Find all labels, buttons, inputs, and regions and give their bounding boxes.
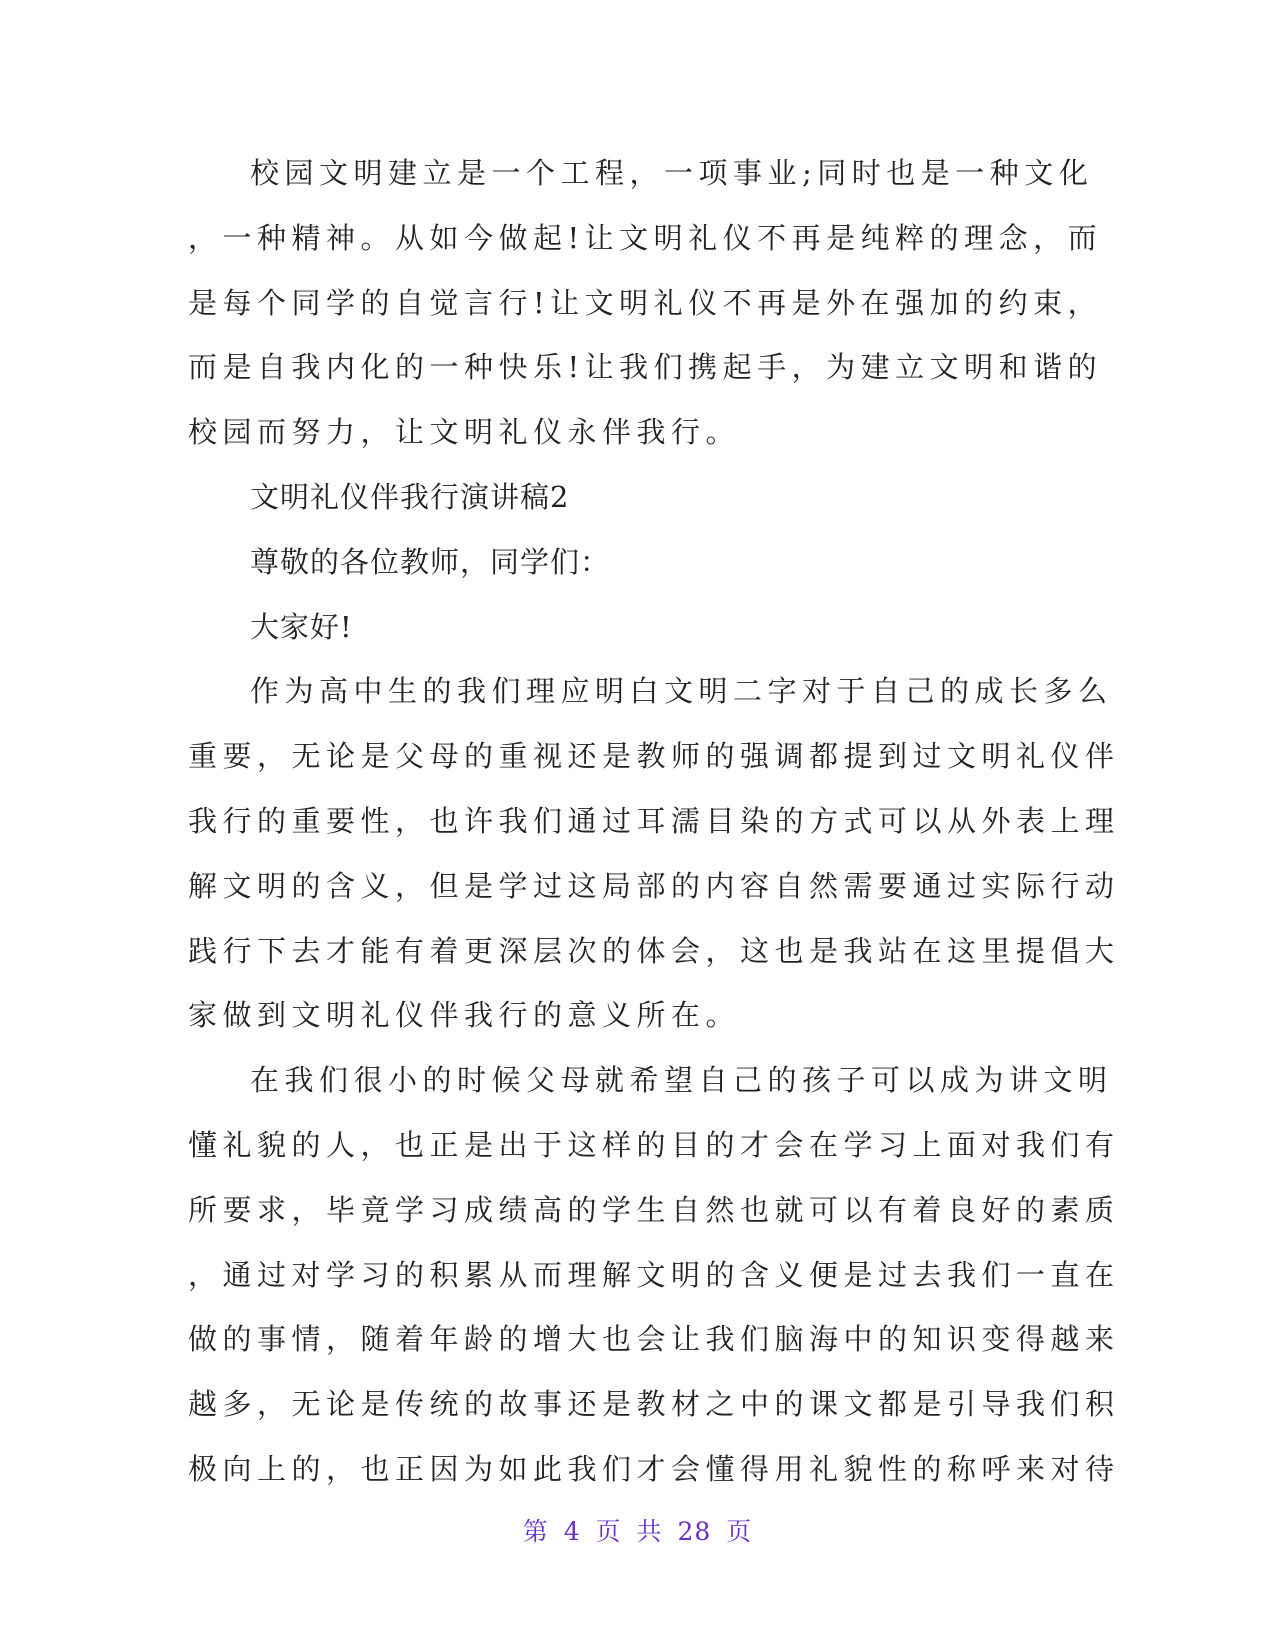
text-line: 在我们很小的时候父母就希望自己的孩子可以成为讲文明 [250, 1063, 1113, 1098]
text-line: 校园而努力，让文明礼仪永伴我行。 [188, 415, 741, 450]
text-line: 所要求，毕竟学习成绩高的学生自然也就可以有着良好的素质 [188, 1192, 1120, 1227]
document-body [188, 141, 1120, 1502]
text-line: 家做到文明礼仪伴我行的意义所在。 [188, 998, 741, 1033]
text-line: 极向上的，也正因为如此我们才会懂得用礼貌性的称呼来对待 [188, 1451, 1120, 1486]
footer-suffix: 页 [726, 1517, 753, 1546]
text-line: 重要，无论是父母的重视还是教师的强调都提到过文明礼仪伴 [188, 739, 1120, 774]
footer-total-word: 共 [636, 1517, 663, 1546]
text-line: 解文明的含义，但是学过这局部的内容自然需要通过实际行动 [188, 868, 1120, 903]
text-line: 是每个同学的自觉言行!让文明礼仪不再是外在强加的约束， [188, 285, 1103, 320]
salutation: 尊敬的各位教师，同学们： [250, 544, 611, 579]
text-line: 而是自我内化的一种快乐!让我们携起手，为建立文明和谐的 [188, 350, 1103, 385]
text-line: 做的事情，随着年龄的增大也会让我们脑海中的知识变得越来 [188, 1322, 1120, 1357]
total-page-count: 28 [677, 1517, 712, 1546]
text-line: 作为高中生的我们理应明白文明二字对于自己的成长多么 [250, 674, 1113, 709]
footer-page-word: 页 [595, 1517, 622, 1546]
paragraph-closing [188, 141, 1103, 465]
greeting: 大家好! [250, 609, 353, 644]
paragraph-childhood [188, 1048, 1120, 1502]
paragraph-intro [188, 659, 1120, 1048]
page-number-footer [0, 1512, 1275, 1548]
footer-prefix: 第 [522, 1517, 549, 1546]
text-line: 践行下去才能有着更深层次的体会，这也是我站在这里提倡大 [188, 933, 1120, 968]
text-line: 我行的重要性，也许我们通过耳濡目染的方式可以从外表上理 [188, 803, 1120, 838]
current-page-number: 4 [563, 1517, 581, 1546]
speech-title: 文明礼仪伴我行演讲稿2 [250, 479, 570, 514]
text-line: ，通过对学习的积累从而理解文明的含义便是过去我们一直在 [188, 1257, 1120, 1292]
text-line: 越多，无论是传统的故事还是教材之中的课文都是引导我们积 [188, 1387, 1120, 1422]
text-line: ，一种精神。从如今做起!让文明礼仪不再是纯粹的理念，而 [188, 220, 1103, 255]
text-line: 懂礼貌的人，也正是出于这样的目的才会在学习上面对我们有 [188, 1127, 1120, 1162]
text-line: 校园文明建立是一个工程，一项事业;同时也是一种文化 [250, 156, 1094, 190]
